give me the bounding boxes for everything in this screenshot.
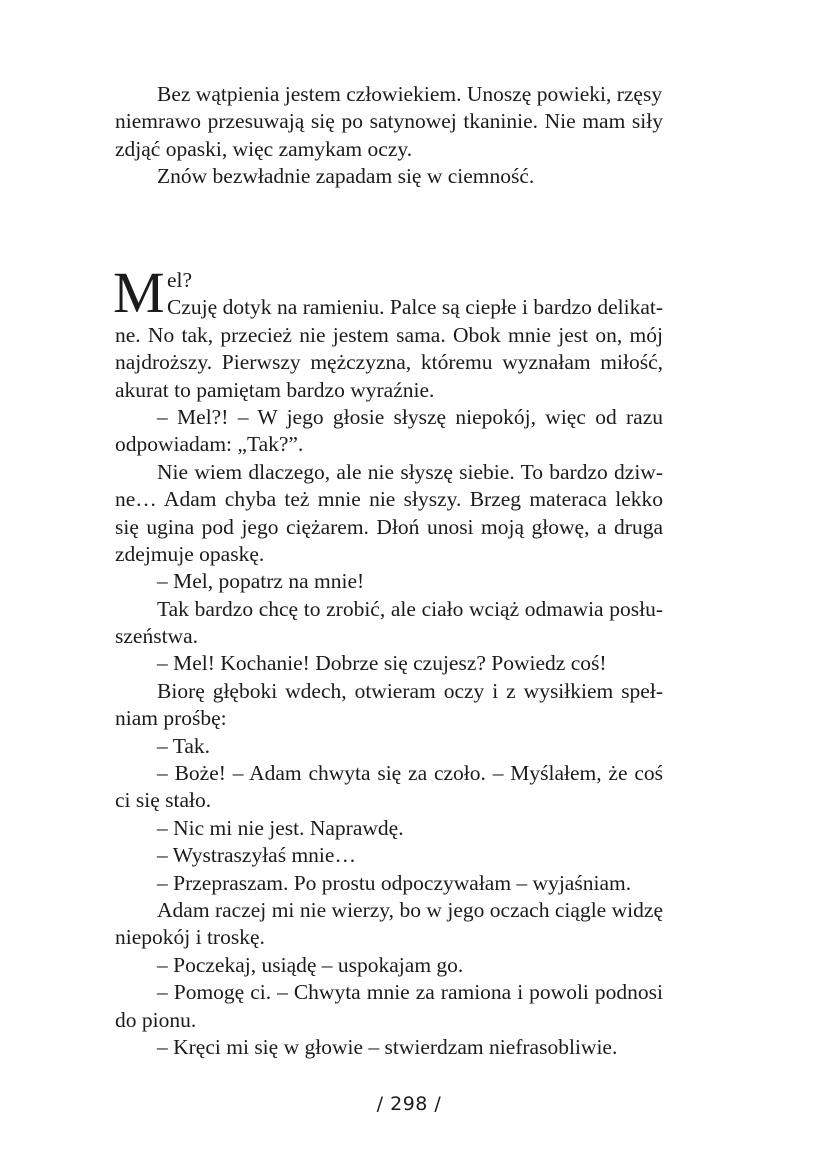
text-line: Adam raczej mi nie wierzy, bo w jego oczach ciągle widzę [157,898,663,922]
text-line: – Mel! Kochanie! Dobrze się czujesz? Powiedz coś! [157,651,607,676]
text-line: – Mel?! – W jego głosie słyszę niepokój, więc od razu [157,404,663,429]
text-line: niemrawo przesuwają się po satynowej tkaninie. Nie mam siły [115,109,663,134]
text-line: el? [167,268,193,292]
text-line: się ugina pod jego ciężarem. Dłoń unosi moją głowę, a druga [115,514,663,539]
text-line: – Przepraszam. Po prostu odpoczywałam – wyjaśniam. [157,870,632,895]
text-line: niam prośbę: [115,706,227,731]
page-number: / 298 / [376,1093,442,1115]
text-line: Znów bezwładnie zapadam się w ciemność. [157,164,535,189]
text-line: zdjąć opaski, więc zamykam oczy. [115,136,413,161]
text-line: Nie wiem dlaczego, ale nie słyszę siebie. To bardzo dziw- [157,459,663,484]
text-line: – Boże! – Adam chwyta się za czoło. – Myślałem, że coś [157,761,663,786]
text-line: odpowiadam: „Tak?”. [115,432,304,457]
text-line: do pionu. [115,1007,197,1032]
drop-cap-letter: M [113,260,165,325]
text-line: Bez wątpienia jestem człowiekiem. Unoszę powieki, rzęsy [157,82,663,106]
text-line: ne… Adam chyba też mnie nie słyszy. Brzeg materaca lekko [115,487,663,512]
text-line: Czuję dotyk na ramieniu. Palce są ciepłe i bardzo delikat- [167,295,663,320]
text-line: ci się stało. [115,788,212,813]
text-line: Tak bardzo chcę to zrobić, ale ciało wciąż odmawia posłu- [157,596,663,621]
text-line: niepokój i troskę. [115,925,265,950]
text-line: – Kręci mi się w głowie – stwierdzam niefrasobliwie. [157,1034,618,1059]
text-line: – Wystraszyłaś mnie… [157,843,356,868]
text-line: – Tak. [157,733,211,758]
text-line: szeństwa. [115,624,198,649]
text-line: – Poczekaj, usiądę – uspokajam go. [157,952,464,977]
text-line: – Mel, popatrz na mnie! [157,569,365,594]
chapter-text-block [113,260,663,1061]
text-line: najdroższy. Pierwszy mężczyzna, któremu wyznałam miłość, [115,350,663,375]
text-line: – Nic mi nie jest. Naprawdę. [157,815,404,840]
intro-text-block [115,81,663,191]
text-line: zdejmuje opaskę. [115,541,265,566]
text-line: akurat to pamiętam bardzo wyraźnie. [115,377,435,402]
text-line: Biorę głęboki wdech, otwieram oczy i z wysiłkiem speł- [157,678,663,703]
text-line: ne. No tak, przecież nie jestem sama. Obok mnie jest on, mój [115,322,663,347]
drop-cap-paragraph-start [113,260,663,325]
text-line: – Pomogę ci. – Chwyta mnie za ramiona i powoli podnosi [157,980,663,1005]
